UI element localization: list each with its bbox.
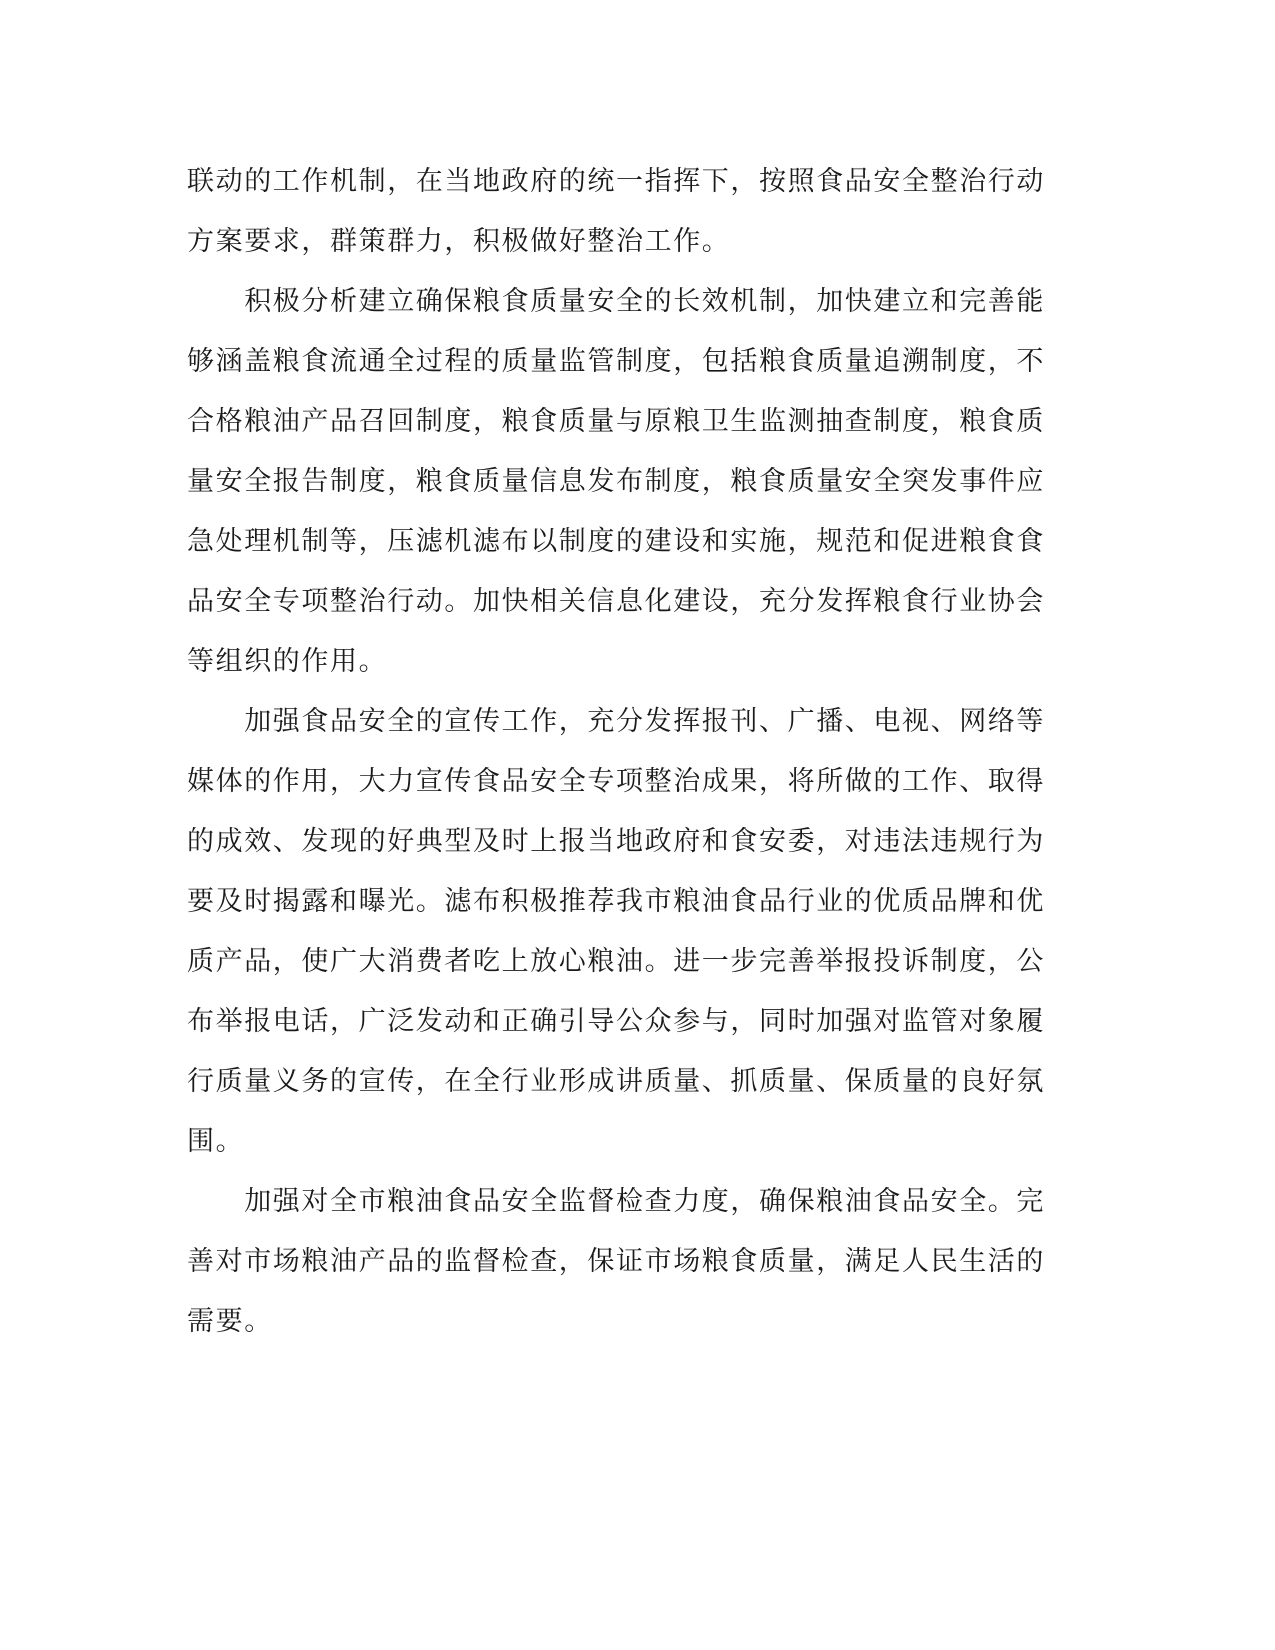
text-line: 要及时揭露和曝光。滤布积极推荐我市粮油食品行业的优质品牌和优	[187, 886, 1045, 917]
text-line: 够涵盖粮食流通全过程的质量监管制度，包括粮食质量追溯制度，不	[187, 346, 1045, 377]
text-line: 品安全专项整治行动。加快相关信息化建设，充分发挥粮食行业协会	[187, 586, 1045, 617]
text-line: 量安全报告制度，粮食质量信息发布制度，粮食质量安全突发事件应	[187, 466, 1045, 497]
document-body	[187, 152, 1067, 1352]
paragraph	[187, 152, 1067, 272]
text-line: 积极分析建立确保粮食质量安全的长效机制，加快建立和完善能	[187, 286, 1045, 317]
paragraph	[187, 692, 1067, 1172]
text-line: 加强对全市粮油食品安全监督检查力度，确保粮油食品安全。完	[187, 1186, 1045, 1217]
text-line: 的成效、发现的好典型及时上报当地政府和食安委，对违法违规行为	[187, 826, 1045, 857]
text-line: 急处理机制等，压滤机滤布以制度的建设和实施，规范和促进粮食食	[187, 526, 1045, 557]
text-line: 需要。	[187, 1306, 273, 1337]
paragraph	[187, 1172, 1067, 1352]
text-line: 加强食品安全的宣传工作，充分发挥报刊、广播、电视、网络等	[187, 706, 1045, 737]
paragraph	[187, 272, 1067, 692]
text-line: 等组织的作用。	[187, 646, 388, 677]
text-line: 质产品，使广大消费者吃上放心粮油。进一步完善举报投诉制度，公	[187, 946, 1045, 977]
text-line: 围。	[187, 1126, 245, 1157]
text-line: 合格粮油产品召回制度，粮食质量与原粮卫生监测抽查制度，粮食质	[187, 406, 1045, 437]
text-line: 布举报电话，广泛发动和正确引导公众参与，同时加强对监管对象履	[187, 1006, 1045, 1037]
text-line: 善对市场粮油产品的监督检查，保证市场粮食质量，满足人民生活的	[187, 1246, 1045, 1277]
text-line: 联动的工作机制，在当地政府的统一指挥下，按照食品安全整治行动	[187, 166, 1045, 197]
text-line: 方案要求，群策群力，积极做好整治工作。	[187, 226, 731, 257]
text-line: 媒体的作用，大力宣传食品安全专项整治成果，将所做的工作、取得	[187, 766, 1045, 797]
text-line: 行质量义务的宣传，在全行业形成讲质量、抓质量、保质量的良好氛	[187, 1066, 1045, 1097]
